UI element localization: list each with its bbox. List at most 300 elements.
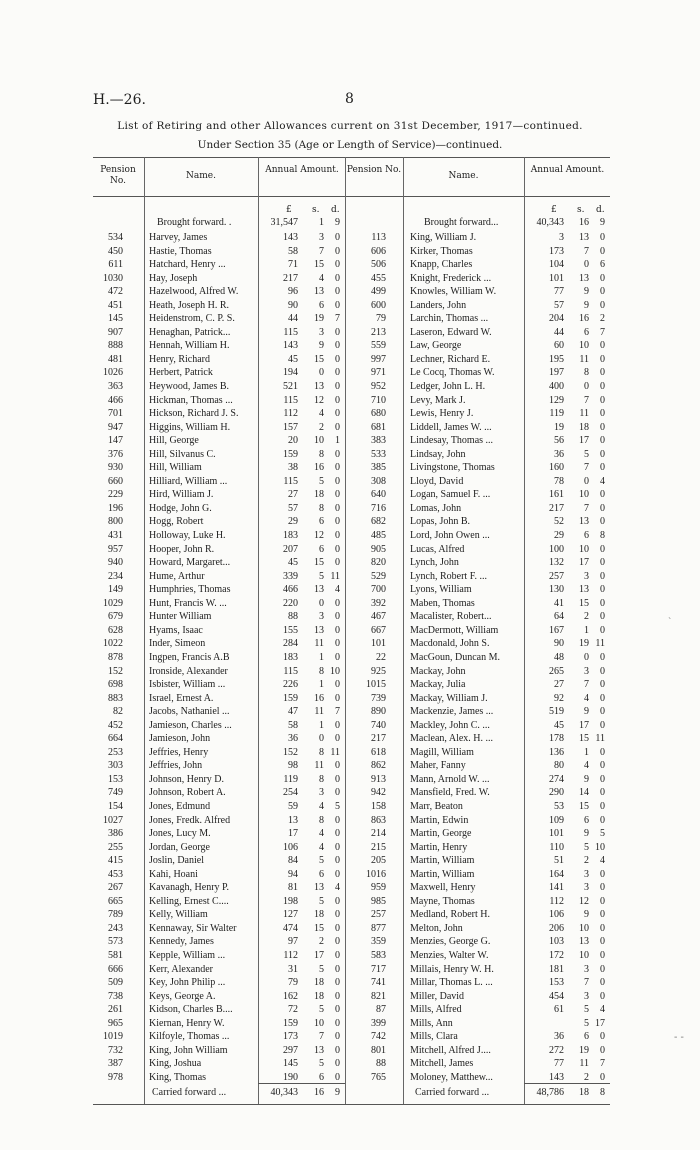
pensioner-name: Melton, John <box>410 922 463 934</box>
amount-pence: 0 <box>600 232 605 243</box>
amount-pence: 0 <box>600 502 605 514</box>
amount-pence: 11 <box>330 570 340 582</box>
table-row <box>346 1003 610 1017</box>
pensioner-name: Mansfield, Fred. W. <box>410 787 490 799</box>
amount-pence: 0 <box>600 706 605 718</box>
amount-pence: 0 <box>335 489 340 501</box>
amount-pence: 0 <box>335 868 340 880</box>
amount-shillings: 0 <box>584 475 589 487</box>
table-row <box>346 245 610 259</box>
amount-pence: 0 <box>600 597 605 609</box>
pensioner-name: Knowles, William W. <box>410 286 497 298</box>
amount-pounds: 519 <box>549 706 564 718</box>
amount-pounds: 183 <box>283 651 298 663</box>
amount-pounds: 58 <box>288 719 298 731</box>
brought-forward-label: Brought forward... <box>424 217 499 228</box>
amount-shillings: 7 <box>584 502 589 514</box>
amount-pounds: 153 <box>549 977 564 989</box>
table-row <box>346 610 610 624</box>
brought-forward-pence: 9 <box>600 217 605 228</box>
amount-pounds: 110 <box>549 841 564 853</box>
pension-number: 152 <box>108 665 123 677</box>
amount-pounds: 103 <box>549 936 564 948</box>
amount-pounds: 206 <box>549 922 564 934</box>
table-row <box>93 976 345 990</box>
amount-shillings: 19 <box>579 1044 589 1056</box>
pension-number: 529 <box>371 570 386 582</box>
table-row <box>93 258 345 272</box>
table-row <box>346 935 610 949</box>
pension-number: 573 <box>108 936 123 948</box>
pension-number: 600 <box>371 299 386 311</box>
pensioner-name: MacGoun, Duncan M. <box>410 651 500 663</box>
amount-shillings: 13 <box>314 624 324 636</box>
amount-shillings: 15 <box>579 800 589 812</box>
table-row <box>93 543 345 557</box>
amount-pounds: 129 <box>549 394 564 406</box>
amount-pence: 0 <box>335 922 340 934</box>
amount-pence: 0 <box>600 462 605 474</box>
amount-pence: 0 <box>600 963 605 975</box>
table-row <box>346 231 610 245</box>
amount-pounds: 521 <box>283 381 298 393</box>
header-pension-no: Pension No. <box>346 165 402 175</box>
table-row <box>346 868 610 882</box>
amount-pounds: 98 <box>288 760 298 772</box>
pension-number: 308 <box>371 475 386 487</box>
table-row <box>346 312 610 326</box>
pension-number: 716 <box>371 502 386 514</box>
pension-number: 913 <box>371 773 386 785</box>
table-row <box>346 515 610 529</box>
amount-shillings: 6 <box>319 299 324 311</box>
pension-number: 383 <box>371 435 386 447</box>
amount-pence: 0 <box>600 1071 605 1083</box>
left-allowance-list <box>93 231 345 1084</box>
pension-number: 1026 <box>103 367 123 379</box>
amount-pence: 10 <box>330 665 340 677</box>
pensioner-name: Kiernan, Henry W. <box>149 1017 225 1029</box>
table-row <box>93 786 345 800</box>
table-row <box>346 529 610 543</box>
table-row <box>93 597 345 611</box>
pensioner-name: Mann, Arnold W. ... <box>410 773 490 785</box>
table-top-rule <box>93 157 610 158</box>
pensioner-name: Kidson, Charles B.... <box>149 1004 233 1016</box>
table-row <box>346 990 610 1004</box>
table-row <box>93 881 345 895</box>
pension-number: 261 <box>108 1004 123 1016</box>
pension-number: 392 <box>371 597 386 609</box>
amount-pounds: 27 <box>288 489 298 501</box>
amount-shillings: 17 <box>579 719 589 731</box>
amount-pounds: 84 <box>288 855 298 867</box>
amount-pounds: 90 <box>554 638 564 650</box>
pensioner-name: Jones, Fredk. Alfred <box>149 814 231 826</box>
unit-pence: d. <box>331 205 340 215</box>
pensioner-name: Marr, Beaton <box>410 800 463 812</box>
amount-pounds: 57 <box>554 299 564 311</box>
pension-number: 387 <box>108 1058 123 1070</box>
table-row <box>346 272 610 286</box>
pension-number: 415 <box>108 855 123 867</box>
amount-shillings: 15 <box>579 597 589 609</box>
pensioner-name: Hilliard, William ... <box>149 475 228 487</box>
amount-pence: 0 <box>335 272 340 284</box>
amount-shillings: 0 <box>584 651 589 663</box>
pensioner-name: Miller, David <box>410 990 465 1002</box>
pension-number: 888 <box>108 340 123 352</box>
amount-pence: 0 <box>335 421 340 433</box>
pension-number: 947 <box>108 421 123 433</box>
pension-number: 742 <box>371 1031 386 1043</box>
table-row <box>346 1044 610 1058</box>
amount-pounds: 164 <box>549 868 564 880</box>
pensioner-name: Key, John Philip ... <box>149 977 226 989</box>
amount-pence: 0 <box>335 259 340 271</box>
pensioner-name: Jacobs, Nathaniel ... <box>149 706 230 718</box>
pension-number: 628 <box>108 624 123 636</box>
amount-shillings: 5 <box>319 1004 324 1016</box>
carried-forward-pounds: 48,786 <box>536 1087 564 1098</box>
amount-shillings: 10 <box>579 340 589 352</box>
pensioner-name: Moloney, Matthew... <box>410 1071 493 1083</box>
pension-number: 925 <box>371 665 386 677</box>
carried-forward-label: Carried forward ... <box>152 1087 227 1098</box>
amount-shillings: 9 <box>319 340 324 352</box>
pensioner-name: Heywood, James B. <box>149 381 229 393</box>
pensioner-name: Knight, Frederick ... <box>410 272 492 284</box>
pension-number: 267 <box>108 882 123 894</box>
amount-shillings: 5 <box>319 570 324 582</box>
amount-shillings: 7 <box>584 394 589 406</box>
amount-pence: 0 <box>600 990 605 1002</box>
amount-shillings: 17 <box>579 557 589 569</box>
amount-pounds: 92 <box>554 692 564 704</box>
amount-pounds: 130 <box>549 584 564 596</box>
pension-number: 303 <box>108 760 123 772</box>
amount-pounds: 112 <box>549 895 564 907</box>
pensioner-name: Lopas, John B. <box>410 516 470 528</box>
amount-pence: 0 <box>600 814 605 826</box>
table-row <box>93 515 345 529</box>
table-row <box>346 976 610 990</box>
table-row <box>93 610 345 624</box>
table-row <box>93 1044 345 1058</box>
amount-pounds: 38 <box>288 462 298 474</box>
amount-pence: 0 <box>335 1031 340 1043</box>
amount-shillings: 1 <box>584 624 589 636</box>
pension-number: 1027 <box>103 814 123 826</box>
amount-pounds: 400 <box>549 381 564 393</box>
amount-pence: 0 <box>600 936 605 948</box>
pensioner-name: Jones, Lucy M. <box>149 828 211 840</box>
amount-pounds: 161 <box>549 489 564 501</box>
amount-shillings: 10 <box>314 435 324 447</box>
carried-forward-shillings: 18 <box>579 1087 589 1098</box>
amount-pounds: 173 <box>549 245 564 257</box>
pension-number: 800 <box>108 516 123 528</box>
pension-number: 863 <box>371 814 386 826</box>
amount-pounds: 13 <box>288 814 298 826</box>
table-row <box>346 285 610 299</box>
pension-number: 22 <box>376 651 386 663</box>
report-reference: H.—26. <box>93 92 146 108</box>
amount-shillings: 3 <box>584 990 589 1002</box>
pension-number: 660 <box>108 475 123 487</box>
table-row <box>346 841 610 855</box>
table-row <box>93 935 345 949</box>
pension-number: 253 <box>108 746 123 758</box>
pensioner-name: Lord, John Owen ... <box>410 530 490 542</box>
amount-pence: 0 <box>335 448 340 460</box>
amount-pence: 0 <box>335 936 340 948</box>
table-row <box>346 475 610 489</box>
header-name: Name. <box>186 171 216 181</box>
header-pension-no: Pension No. <box>100 165 136 186</box>
amount-shillings: 18 <box>579 421 589 433</box>
pension-number: 679 <box>108 611 123 623</box>
amount-shillings: 8 <box>319 814 324 826</box>
table-row <box>93 407 345 421</box>
amount-shillings: 18 <box>314 977 324 989</box>
unit-shillings: s. <box>312 205 320 215</box>
pension-number: 971 <box>371 367 386 379</box>
amount-pence: 0 <box>335 381 340 393</box>
table-row <box>93 746 345 760</box>
pension-number: 214 <box>371 828 386 840</box>
amount-pounds: 77 <box>554 286 564 298</box>
amount-pounds: 167 <box>549 624 564 636</box>
pensioner-name: King, John William <box>149 1044 228 1056</box>
amount-shillings: 15 <box>314 557 324 569</box>
amount-shillings: 10 <box>314 1017 324 1029</box>
amount-pounds: 64 <box>554 611 564 623</box>
amount-shillings: 11 <box>314 760 324 772</box>
table-row <box>346 583 610 597</box>
amount-pence: 4 <box>600 1004 605 1016</box>
pension-number: 664 <box>108 733 123 745</box>
amount-pounds: 195 <box>549 353 564 365</box>
amount-shillings: 9 <box>584 909 589 921</box>
pension-number: 451 <box>108 299 123 311</box>
pension-number: 741 <box>371 977 386 989</box>
amount-shillings: 16 <box>579 313 589 325</box>
amount-pence: 0 <box>335 990 340 1002</box>
amount-shillings: 12 <box>314 530 324 542</box>
amount-pence: 0 <box>600 570 605 582</box>
table-row <box>93 759 345 773</box>
table-row <box>93 299 345 313</box>
pension-number: 1022 <box>103 638 123 650</box>
pensioner-name: Jones, Edmund <box>149 800 211 812</box>
amount-pence: 0 <box>600 909 605 921</box>
amount-pence: 2 <box>600 313 605 325</box>
table-row <box>93 705 345 719</box>
amount-pence: 7 <box>600 1058 605 1070</box>
amount-pence: 0 <box>335 462 340 474</box>
pension-number: 79 <box>376 313 386 325</box>
carried-forward-pounds: 40,343 <box>270 1087 298 1098</box>
amount-pence: 0 <box>600 272 605 284</box>
amount-pounds: 97 <box>288 936 298 948</box>
pension-number: 87 <box>376 1004 386 1016</box>
table-row <box>93 814 345 828</box>
amount-shillings: 3 <box>584 570 589 582</box>
pensioner-name: Liddell, James W. ... <box>410 421 492 433</box>
amount-shillings: 5 <box>584 1017 589 1029</box>
pension-number: 559 <box>371 340 386 352</box>
pensioner-name: Livingstone, Thomas <box>410 462 495 474</box>
pensioner-name: Heath, Joseph H. R. <box>149 299 229 311</box>
pensioner-name: Larchin, Thomas ... <box>410 313 489 325</box>
subtotal-rule <box>524 1083 610 1084</box>
pensioner-name: Hird, William J. <box>149 489 214 501</box>
amount-pence: 0 <box>600 299 605 311</box>
amount-pounds: 36 <box>288 733 298 745</box>
amount-pence: 0 <box>335 502 340 514</box>
pension-number: 965 <box>108 1017 123 1029</box>
pension-number: 455 <box>371 272 386 284</box>
amount-shillings: 12 <box>314 394 324 406</box>
amount-pounds: 53 <box>554 800 564 812</box>
amount-pounds: 181 <box>549 963 564 975</box>
pension-number: 665 <box>108 895 123 907</box>
amount-pounds: 254 <box>283 787 298 799</box>
amount-shillings: 11 <box>579 1058 589 1070</box>
amount-pounds: 77 <box>554 1058 564 1070</box>
amount-shillings: 13 <box>314 286 324 298</box>
table-row <box>346 1030 610 1044</box>
amount-pounds: 115 <box>283 475 298 487</box>
amount-pounds: 454 <box>549 990 564 1002</box>
amount-pence: 0 <box>335 679 340 691</box>
table-row <box>93 434 345 448</box>
amount-shillings: 3 <box>319 326 324 338</box>
amount-pounds: 101 <box>549 272 564 284</box>
pension-number: 732 <box>108 1044 123 1056</box>
amount-pence: 0 <box>335 1071 340 1083</box>
table-row <box>346 624 610 638</box>
table-row <box>93 624 345 638</box>
amount-pounds: 100 <box>549 543 564 555</box>
amount-pounds: 71 <box>288 259 298 271</box>
amount-shillings: 19 <box>579 638 589 650</box>
amount-shillings: 13 <box>314 1044 324 1056</box>
amount-shillings: 1 <box>319 719 324 731</box>
amount-pounds: 194 <box>283 367 298 379</box>
pensioner-name: Howard, Margaret... <box>149 557 231 569</box>
pensioner-name: Le Cocq, Thomas W. <box>410 367 495 379</box>
amount-shillings: 4 <box>319 272 324 284</box>
amount-pounds: 197 <box>549 367 564 379</box>
brought-forward-label: Brought forward. . <box>157 217 232 228</box>
pensioner-name: King, William J. <box>410 232 477 243</box>
margin-mark: ‐ ‐ <box>674 1032 684 1043</box>
amount-shillings: 3 <box>584 665 589 677</box>
unit-pence: d. <box>596 205 605 215</box>
amount-shillings: 16 <box>314 462 324 474</box>
pension-number: 682 <box>371 516 386 528</box>
amount-pence: 0 <box>600 353 605 365</box>
pension-number: 363 <box>108 381 123 393</box>
amount-pence: 0 <box>600 557 605 569</box>
pensioner-name: Kirker, Thomas <box>410 245 473 257</box>
amount-pence: 0 <box>600 584 605 596</box>
table-row <box>346 678 610 692</box>
amount-pounds: 198 <box>283 895 298 907</box>
amount-shillings: 7 <box>319 1031 324 1043</box>
amount-pence: 0 <box>335 367 340 379</box>
pensioner-name: Keys, George A. <box>149 990 216 1002</box>
pension-number: 385 <box>371 462 386 474</box>
amount-shillings: 6 <box>584 814 589 826</box>
amount-pounds: 57 <box>288 502 298 514</box>
amount-pence: 0 <box>600 665 605 677</box>
amount-pence: 0 <box>600 381 605 393</box>
pensioner-name: Hastie, Thomas <box>149 245 212 257</box>
amount-pounds: 112 <box>283 408 298 420</box>
pensioner-name: Hyams, Isaac <box>149 624 203 636</box>
table-row <box>93 488 345 502</box>
table-row <box>93 732 345 746</box>
pensioner-name: Logan, Samuel F. ... <box>410 489 491 501</box>
table-row <box>346 299 610 313</box>
pensioner-name: Hatchard, Henry ... <box>149 259 226 271</box>
brought-forward-shillings: 16 <box>579 217 589 228</box>
amount-pounds: 257 <box>549 570 564 582</box>
amount-shillings: 3 <box>584 963 589 975</box>
pensioner-name: Hooper, John R. <box>149 543 215 555</box>
amount-pounds: 56 <box>554 435 564 447</box>
pension-number: 883 <box>108 692 123 704</box>
pensioner-name: Menzies, Walter W. <box>410 949 489 961</box>
amount-shillings: 9 <box>584 706 589 718</box>
amount-pence: 17 <box>595 1017 605 1029</box>
table-row <box>93 285 345 299</box>
table-row <box>346 759 610 773</box>
table-row <box>93 949 345 963</box>
pensioner-name: Macalister, Robert... <box>410 611 492 623</box>
pensioner-name: Kelly, William <box>149 909 208 921</box>
amount-shillings: 3 <box>319 787 324 799</box>
carried-forward-label: Carried forward ... <box>415 1087 490 1098</box>
amount-pounds: 3 <box>559 232 564 243</box>
pension-number: 765 <box>371 1071 386 1083</box>
amount-shillings: 0 <box>319 597 324 609</box>
amount-pounds: 115 <box>283 665 298 677</box>
table-row <box>93 421 345 435</box>
amount-pounds: 109 <box>549 814 564 826</box>
pensioner-name: Lynch, John <box>410 557 459 569</box>
table-row <box>346 637 610 651</box>
pensioner-name: Kepple, William ... <box>149 949 226 961</box>
amount-pounds: 297 <box>283 1044 298 1056</box>
table-row <box>93 678 345 692</box>
pension-number: 153 <box>108 773 123 785</box>
pensioner-name: Jamieson, Charles ... <box>149 719 232 731</box>
pension-number: 877 <box>371 922 386 934</box>
amount-shillings: 4 <box>584 692 589 704</box>
table-row <box>93 583 345 597</box>
pensioner-name: Lyons, William <box>410 584 472 596</box>
table-row <box>346 461 610 475</box>
table-row <box>346 773 610 787</box>
pensioner-name: Mills, Ann <box>410 1017 453 1029</box>
pensioner-name: Magill, William <box>410 746 474 758</box>
amount-pounds: 143 <box>283 232 298 243</box>
table-row <box>93 502 345 516</box>
